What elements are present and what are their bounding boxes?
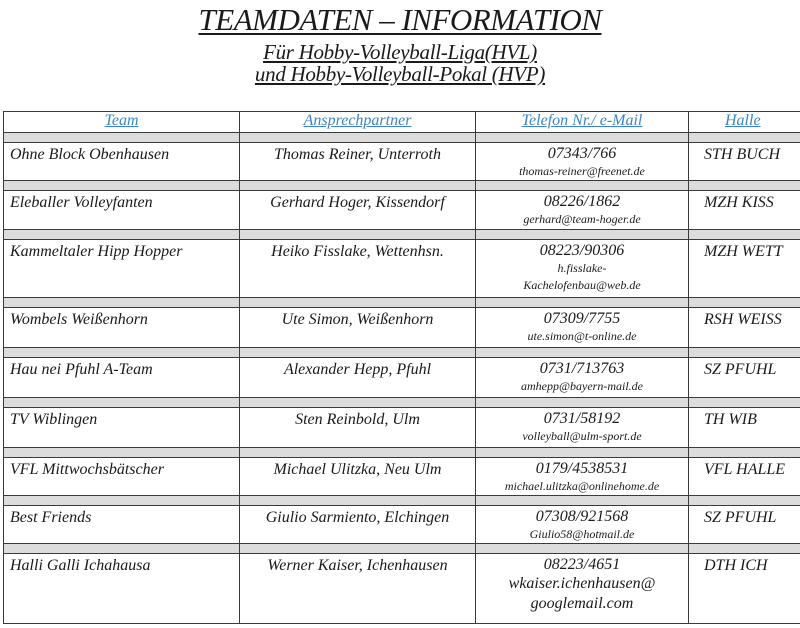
team-name: Eleballer Volleyfanten — [10, 194, 153, 211]
separator-row — [4, 181, 800, 191]
separator-cell — [240, 398, 476, 408]
separator-cell — [240, 181, 476, 191]
phone-email-cell — [476, 240, 689, 298]
contact-cell — [240, 506, 476, 544]
team-name: Ohne Block Obenhausen — [10, 146, 170, 163]
separator-cell — [240, 448, 476, 458]
hall-cell — [689, 554, 800, 624]
contact-cell — [240, 554, 476, 624]
separator-cell — [240, 230, 476, 240]
contact-person: Alexander Hepp, Pfuhl — [283, 361, 432, 378]
team-name: Best Friends — [10, 509, 92, 526]
contact-cell — [240, 143, 476, 181]
team-cell — [4, 554, 240, 624]
hall-name: TH WIB — [704, 411, 757, 428]
separator-cell — [689, 496, 800, 506]
hall-cell — [689, 240, 800, 298]
phone-number: 0179/4538531 — [535, 460, 629, 477]
hall-cell — [689, 143, 800, 181]
email-address[interactable]: thomas-reiner@freenet.de — [519, 164, 645, 178]
table-row — [4, 308, 800, 348]
hall-name: MZH WETT — [704, 243, 783, 260]
phone-email-cell — [476, 191, 689, 230]
email-address[interactable]: volleyball@ulm-sport.de — [522, 429, 642, 443]
separator-cell — [689, 448, 800, 458]
hall-name: SZ PFUHL — [704, 361, 777, 378]
contact-person: Giulio Sarmiento, Elchingen — [265, 509, 450, 526]
team-cell — [4, 308, 240, 348]
table-row — [4, 143, 800, 181]
table-row — [4, 408, 800, 448]
contact-cell — [240, 408, 476, 448]
phone-number: 0731/58192 — [543, 410, 621, 427]
team-cell — [4, 458, 240, 496]
hall-name: DTH ICH — [704, 557, 768, 574]
hall-cell — [689, 358, 800, 398]
phone-number: 08223/90306 — [539, 242, 625, 259]
separator-cell — [689, 181, 800, 191]
hall-name: SZ PFUHL — [704, 509, 777, 526]
hall-name: VFL HALLE — [704, 461, 786, 478]
separator-cell — [4, 133, 240, 143]
hall-cell — [689, 506, 800, 544]
email-address[interactable]: amhepp@bayern-mail.de — [520, 379, 643, 393]
separator-row — [4, 448, 800, 458]
separator-cell — [240, 133, 476, 143]
phone-email-cell — [476, 458, 689, 496]
team-name: Halli Galli Ichahausa — [10, 557, 151, 574]
contact-person: Werner Kaiser, Ichenhausen — [267, 557, 448, 574]
hall-cell — [689, 191, 800, 230]
separator-row — [4, 298, 800, 308]
header-link-team[interactable]: Team — [104, 112, 139, 129]
hall-cell — [689, 458, 800, 496]
team-table — [3, 111, 800, 624]
column-header-contact[interactable] — [240, 112, 476, 133]
separator-cell — [476, 398, 689, 408]
separator-cell — [4, 230, 240, 240]
separator-row — [4, 230, 800, 240]
separator-cell — [476, 298, 689, 308]
header-link-contact[interactable]: Ansprechpartner — [303, 112, 412, 129]
separator-row — [4, 398, 800, 408]
team-cell — [4, 240, 240, 298]
separator-cell — [476, 448, 689, 458]
separator-cell — [476, 181, 689, 191]
separator-cell — [4, 398, 240, 408]
separator-cell — [4, 348, 240, 358]
subtitle-text-1: Für Hobby-Volleyball-Liga(HVL) — [263, 40, 537, 64]
subtitle-text-2: und Hobby-Volleyball-Pokal (HVP) — [254, 62, 546, 86]
hall-cell — [689, 408, 800, 448]
phone-email-cell — [476, 408, 689, 448]
page-title — [0, 2, 800, 38]
email-address[interactable]: gerhard@team-hoger.de — [523, 212, 641, 226]
contact-cell — [240, 458, 476, 496]
phone-email-cell — [476, 358, 689, 398]
contact-person: Ute Simon, Weißenhorn — [281, 311, 434, 328]
email-address[interactable]: ute.simon@t-online.de — [527, 329, 637, 343]
team-cell — [4, 358, 240, 398]
separator-row — [4, 133, 800, 143]
separator-cell — [689, 230, 800, 240]
column-header-hall[interactable] — [689, 112, 800, 133]
email-address[interactable]: michael.ulitzka@onlinehome.de — [504, 479, 660, 493]
contact-cell — [240, 308, 476, 348]
contact-person: Thomas Reiner, Unterroth — [274, 146, 441, 163]
separator-cell — [4, 544, 240, 554]
table-row — [4, 240, 800, 298]
phone-email-cell — [476, 308, 689, 348]
email-address[interactable]: wkaiser.ichenhausen@ — [508, 575, 656, 592]
email-address[interactable]: Giulio58@hotmail.de — [529, 527, 635, 541]
phone-number: 08223/4651 — [543, 556, 621, 573]
hall-cell — [689, 308, 800, 348]
phone-number: 07309/7755 — [543, 310, 621, 327]
phone-number: 08226/1862 — [543, 193, 621, 210]
table-header-row — [4, 112, 800, 133]
team-cell — [4, 506, 240, 544]
team-name: Hau nei Pfuhl A-Team — [10, 361, 153, 378]
contact-person: Heiko Fisslake, Wettenhsn. — [271, 243, 444, 260]
team-name: Kammeltaler Hipp Hopper — [10, 243, 183, 260]
phone-email-cell — [476, 506, 689, 544]
phone-email-cell — [476, 554, 689, 624]
phone-number: 07308/921568 — [535, 508, 629, 525]
contact-person: Sten Reinbold, Ulm — [295, 411, 420, 428]
separator-cell — [689, 133, 800, 143]
email-address-continued[interactable]: Kachelofenbau@web.de — [523, 278, 641, 292]
separator-cell — [689, 298, 800, 308]
separator-cell — [689, 398, 800, 408]
separator-row — [4, 544, 800, 554]
separator-cell — [689, 348, 800, 358]
contact-person: Gerhard Hoger, Kissendorf — [270, 194, 445, 211]
hall-name: STH BUCH — [704, 146, 781, 163]
email-address-continued[interactable]: googlemail.com — [530, 595, 634, 612]
title-text: TEAMDATEN – INFORMATION — [198, 2, 602, 37]
team-cell — [4, 143, 240, 181]
separator-cell — [476, 230, 689, 240]
separator-cell — [240, 348, 476, 358]
table-row — [4, 191, 800, 230]
table-row — [4, 554, 800, 624]
separator-cell — [476, 496, 689, 506]
separator-cell — [240, 298, 476, 308]
phone-email-cell — [476, 143, 689, 181]
separator-cell — [240, 496, 476, 506]
email-address[interactable]: h.fisslake- — [557, 261, 607, 275]
phone-number: 07343/766 — [547, 145, 617, 162]
contact-cell — [240, 240, 476, 298]
separator-cell — [4, 448, 240, 458]
subtitle-line-2 — [0, 62, 800, 87]
separator-row — [4, 348, 800, 358]
table-row — [4, 506, 800, 544]
contact-cell — [240, 358, 476, 398]
contact-person: Michael Ulitzka, Neu Ulm — [273, 461, 442, 478]
separator-cell — [4, 181, 240, 191]
contact-cell — [240, 191, 476, 230]
separator-cell — [476, 348, 689, 358]
column-header-phone-email[interactable] — [476, 112, 689, 133]
team-cell — [4, 191, 240, 230]
header-link-hall[interactable]: Halle — [725, 112, 761, 129]
hall-name: RSH WEISS — [704, 311, 782, 328]
hall-name: MZH KISS — [704, 194, 774, 211]
separator-cell — [4, 496, 240, 506]
separator-cell — [689, 544, 800, 554]
separator-cell — [476, 544, 689, 554]
separator-row — [4, 496, 800, 506]
separator-cell — [476, 133, 689, 143]
header-link-phone-email[interactable]: Telefon Nr./ e-Mail — [521, 112, 643, 129]
phone-number: 0731/713763 — [539, 360, 625, 377]
separator-cell — [240, 544, 476, 554]
table-row — [4, 458, 800, 496]
column-header-team[interactable] — [4, 112, 240, 133]
team-name: TV Wiblingen — [10, 411, 98, 428]
team-name: VFL Mittwochsbätscher — [10, 461, 164, 478]
table-row — [4, 358, 800, 398]
separator-cell — [4, 298, 240, 308]
team-name: Wombels Weißenhorn — [10, 311, 148, 328]
team-cell — [4, 408, 240, 448]
